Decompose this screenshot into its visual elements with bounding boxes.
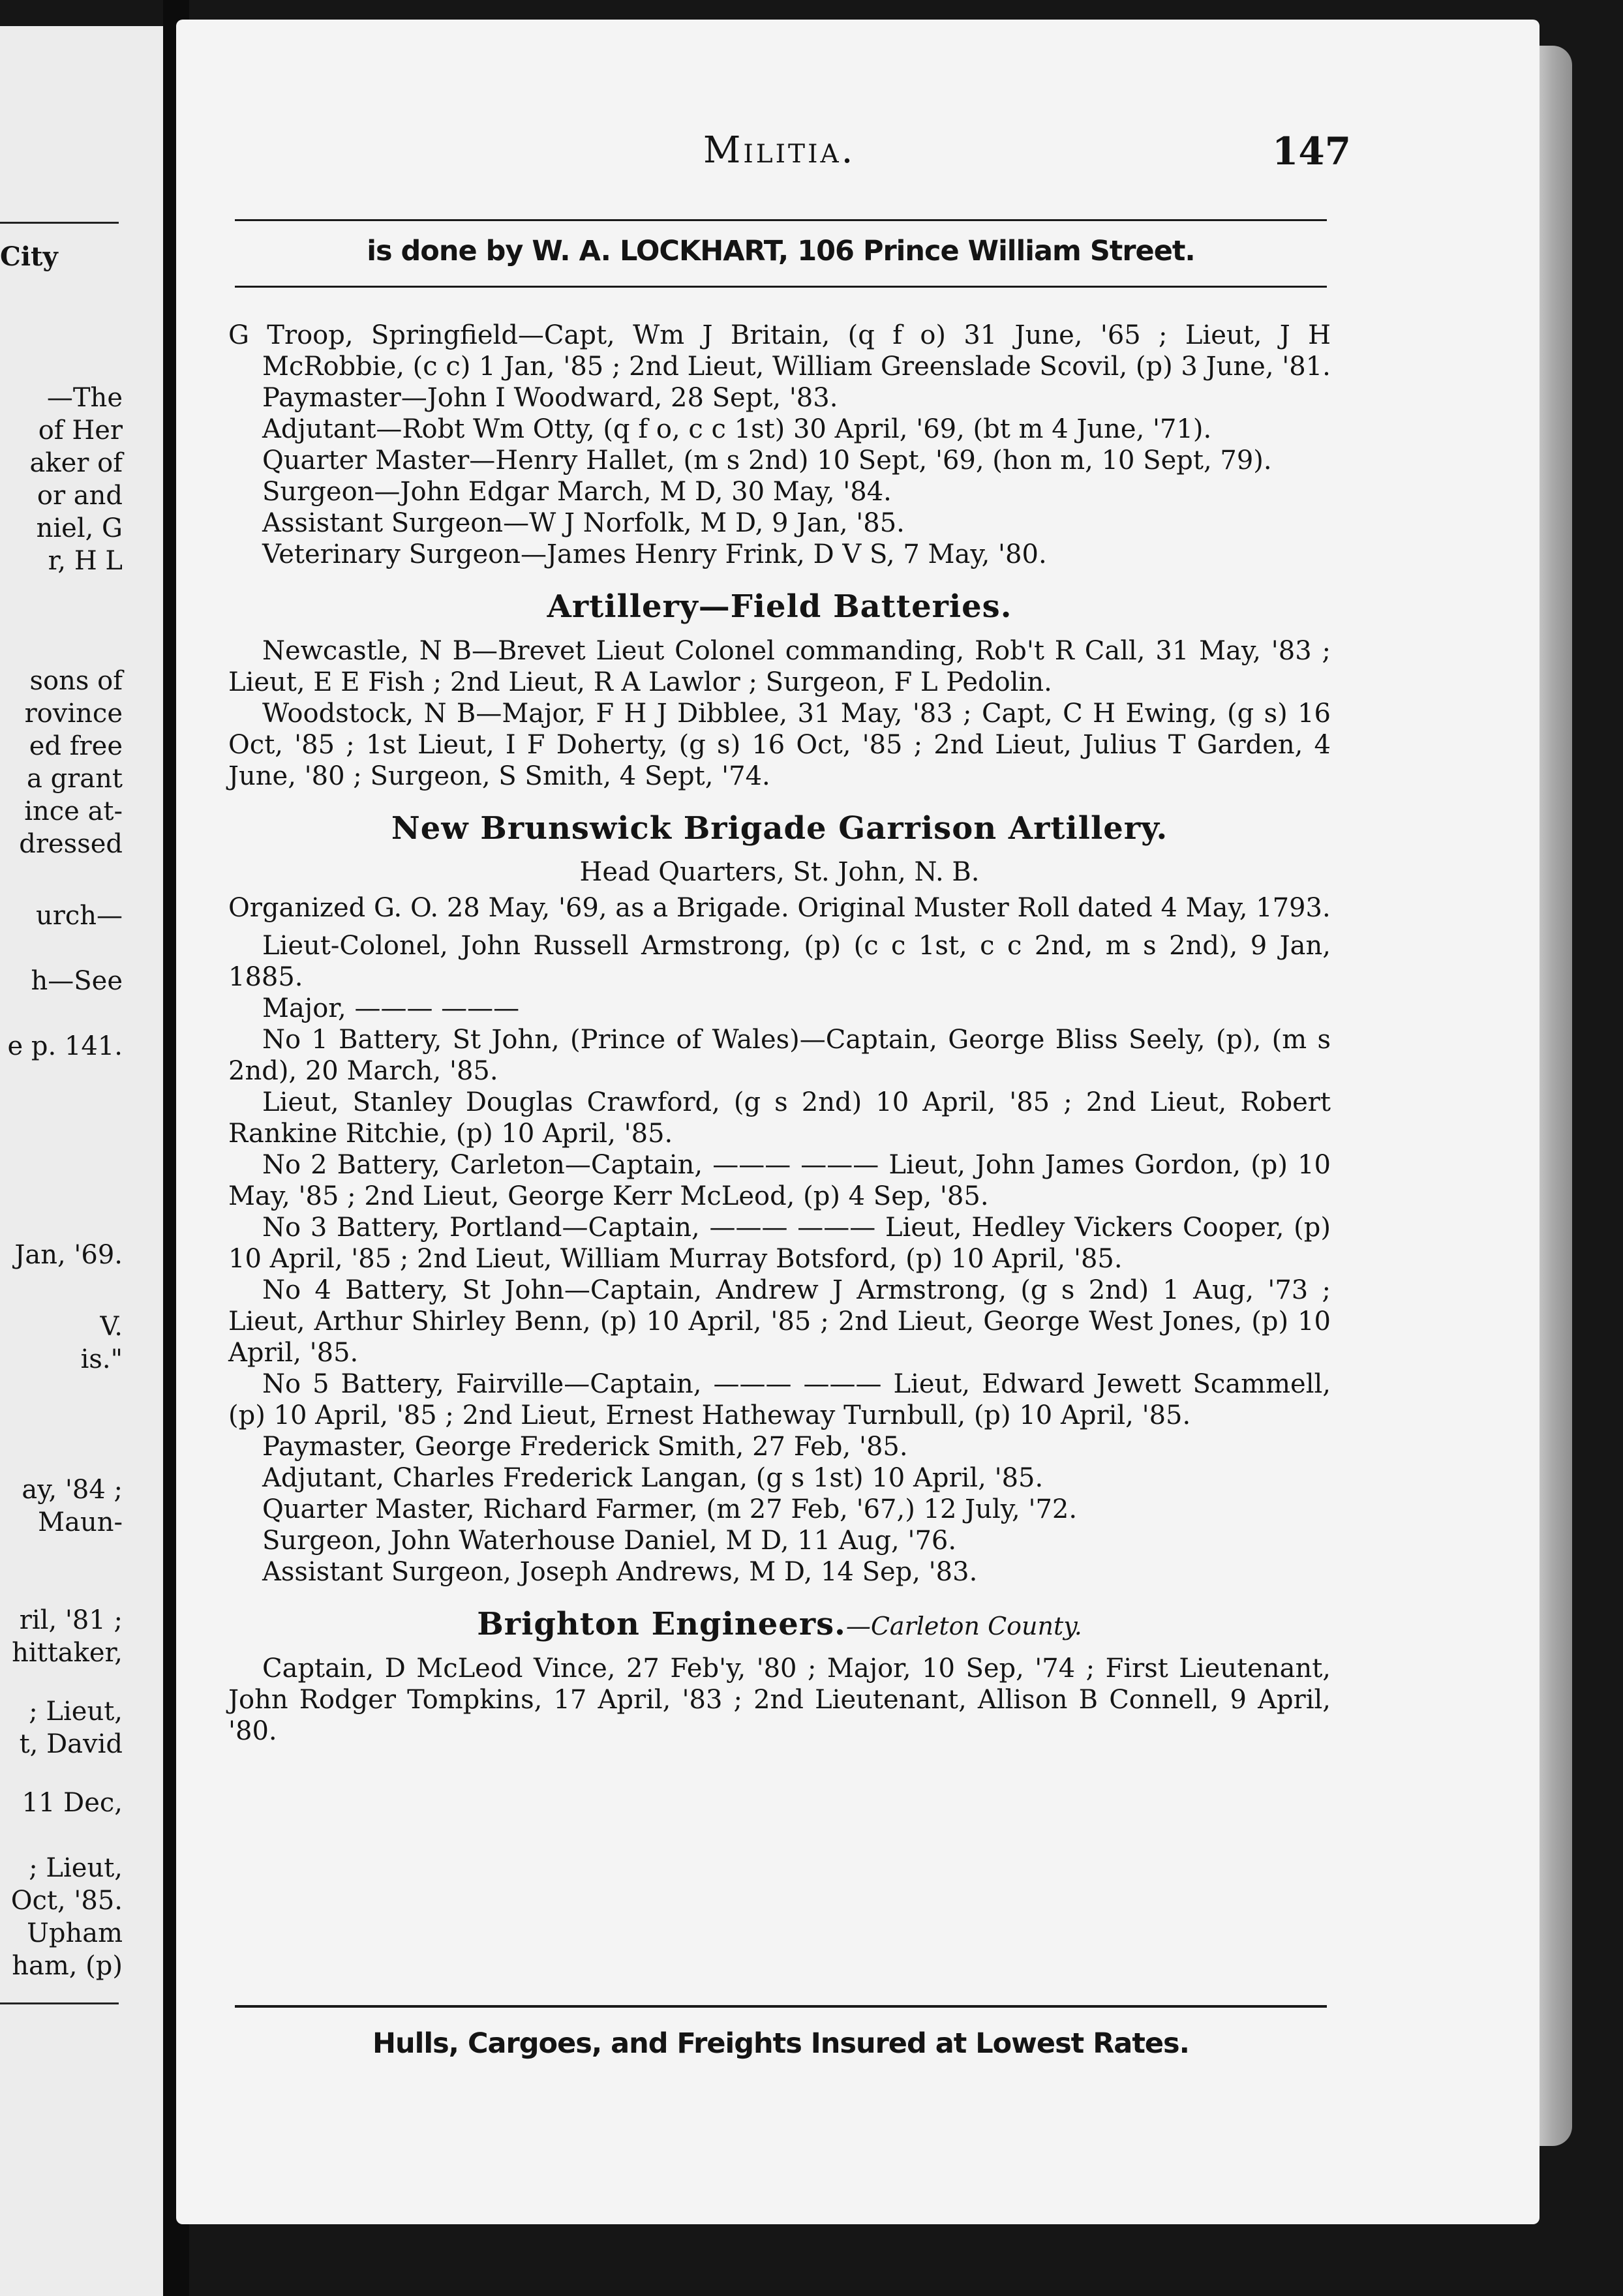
left-page-fragment: ril, '81 ; bbox=[19, 1605, 123, 1635]
page-number: 147 bbox=[1272, 129, 1352, 174]
left-page-fragment: hittaker, bbox=[12, 1638, 123, 1668]
garrison-staff-item: Paymaster, George Frederick Smith, 27 Feb, '85. bbox=[262, 1432, 908, 1462]
left-page-fragment: is." bbox=[80, 1344, 123, 1374]
left-page-fragment: e p. 141. bbox=[7, 1031, 123, 1061]
left-page-fragment: —The bbox=[46, 383, 123, 413]
left-page-fragment: ince at- bbox=[24, 796, 123, 826]
left-page-fragment: rovince bbox=[24, 699, 123, 729]
garrison-entry: No 1 Battery, St John, (Prince of Wales)—Captain, George Bliss Seely, (p), (m s 2nd), 20 March, '85. bbox=[228, 1025, 1331, 1086]
left-page-fragment: Jan, '69. bbox=[14, 1240, 123, 1270]
garrison-entry: No 4 Battery, St John—Captain, Andrew J Armstrong, (g s 2nd) 1 Aug, '73 ; Lieut, Arthur Shirley Benn, (p) 10 April, '85 ; 2nd Lieut, George West Jones, (p) 10 April, '85. bbox=[228, 1275, 1331, 1368]
left-page-fragment: a grant bbox=[27, 764, 123, 794]
top-advert-banner: is done by W. A. LOCKHART, 106 Prince William Street. bbox=[367, 235, 1195, 267]
engineers-heading bbox=[228, 1606, 1331, 1642]
garrison-entry: No 3 Battery, Portland—Captain, ——— ——— Lieut, Hedley Vickers Cooper, (p) 10 April, '85 ; 2nd Lieut, William Murray Botsford, (p) 10 April, '85. bbox=[228, 1213, 1331, 1274]
garrison-entry: Lieut-Colonel, John Russell Armstrong, (p) (c c 1st, c c 2nd, m s 2nd), 9 Jan, 1885. bbox=[228, 931, 1331, 992]
top-rule-lower bbox=[235, 286, 1327, 288]
garrison-organized-note: Organized G. O. 28 May, '69, as a Brigade. Original Muster Roll dated 4 May, 1793. bbox=[228, 893, 1331, 923]
left-page-fragment: ; Lieut, bbox=[29, 1853, 123, 1883]
left-page-fragment: of Her bbox=[38, 415, 123, 446]
left-page-fragment: aker of bbox=[29, 448, 123, 478]
cavalry-staff-item: Surgeon—John Edgar March, M D, 30 May, '84. bbox=[262, 477, 892, 507]
top-rule-upper bbox=[235, 219, 1327, 221]
left-page-fragment: ham, (p) bbox=[12, 1951, 123, 1981]
left-page-fragment: City bbox=[0, 241, 58, 272]
garrison-staff-item: Quarter Master, Richard Farmer, (m 27 Feb, '67,) 12 July, '72. bbox=[262, 1494, 1078, 1524]
engineers-entry: Captain, D McLeod Vince, 27 Feb'y, '80 ; Major, 10 Sep, '74 ; First Lieutenant, John Rodger Tompkins, 17 April, '83 ; 2nd Lieutenant, Allison B Connell, 9 April, '80. bbox=[228, 1654, 1331, 1746]
running-title: Militia. bbox=[703, 129, 856, 172]
engineers-heading-county: —Carleton County. bbox=[845, 1612, 1082, 1640]
left-page-fragment: V. bbox=[100, 1312, 123, 1342]
cavalry-staff-item: Paymaster—John I Woodward, 28 Sept, '83. bbox=[262, 383, 838, 413]
garrison-entry: No 5 Battery, Fairville—Captain, ——— ——— Lieut, Edward Jewett Scammell, (p) 10 April, '85 ; 2nd Lieut, Ernest Hatheway Turnbull, (p) 10 April, '85. bbox=[228, 1369, 1331, 1430]
left-page-fragment: 11 Dec, bbox=[22, 1788, 123, 1818]
left-page-rule bbox=[0, 222, 119, 224]
cavalry-troop-entry: G Troop, Springfield—Capt, Wm J Britain, (q f o) 31 June, '65 ; Lieut, J H McRobbie, (c c) 1 Jan, '85 ; 2nd Lieut, William Greenslade Scovil, (p) 3 June, '81. bbox=[228, 320, 1331, 382]
garrison-staff-item: Assistant Surgeon, Joseph Andrews, M D, 14 Sep, '83. bbox=[262, 1557, 978, 1587]
left-page-fragment: h—See bbox=[31, 966, 123, 996]
page-content bbox=[228, 320, 1331, 1747]
field-battery-entry: Woodstock, N B—Major, F H J Dibblee, 31 May, '83 ; Capt, C H Ewing, (g s) 16 Oct, '85 ; 1st Lieut, I F Doherty, (g s) 16 Oct, '85 ; 2nd Lieut, Julius T Garden, 4 June, '80 ; Surgeon, S Smith, 4 Sept, '74. bbox=[228, 699, 1331, 791]
left-page-fragment: ed free bbox=[29, 731, 123, 761]
cavalry-staff-item: Adjutant—Robt Wm Otty, (q f o, c c 1st) 30 April, '69, (bt m 4 June, '71). bbox=[262, 414, 1212, 444]
garrison-staff-item: Adjutant, Charles Frederick Langan, (g s 1st) 10 April, '85. bbox=[262, 1463, 1044, 1493]
left-page-fragment: dressed bbox=[19, 829, 123, 859]
left-page-fragment: urch— bbox=[35, 901, 123, 931]
garrison-staff-item: Surgeon, John Waterhouse Daniel, M D, 11 Aug, '76. bbox=[262, 1526, 957, 1556]
left-page-fragment: t, David bbox=[19, 1729, 123, 1759]
left-page-fragment: Upham bbox=[27, 1918, 123, 1948]
left-page-fragment: niel, G bbox=[36, 513, 123, 543]
left-page-fragment: r, H L bbox=[48, 546, 123, 576]
right-page bbox=[176, 20, 1540, 2224]
garrison-entry: Lieut, Stanley Douglas Crawford, (g s 2nd) 10 April, '85 ; 2nd Lieut, Robert Rankine Ritchie, (p) 10 April, '85. bbox=[228, 1087, 1331, 1149]
left-page-fragment: or and bbox=[37, 481, 123, 511]
garrison-headquarters: Head Quarters, St. John, N. B. bbox=[579, 857, 980, 887]
left-facing-page bbox=[0, 26, 163, 2296]
bottom-advert-banner: Hulls, Cargoes, and Freights Insured at Lowest Rates. bbox=[372, 2027, 1189, 2060]
cavalry-staff-item: Quarter Master—Henry Hallet, (m s 2nd) 10 Sept, '69, (hon m, 10 Sept, 79). bbox=[262, 446, 1272, 476]
left-page-fragment: Maun- bbox=[38, 1507, 123, 1537]
left-page-fragment: sons of bbox=[29, 666, 123, 696]
left-page-fragment: Oct, '85. bbox=[10, 1886, 123, 1916]
garrison-staff-list bbox=[228, 1431, 1331, 1588]
field-batteries-heading: Artillery—Field Batteries. bbox=[547, 588, 1012, 625]
field-battery-entry: Newcastle, N B—Brevet Lieut Colonel commanding, Rob't R Call, 31 May, '83 ; Lieut, E E Fish ; 2nd Lieut, R A Lawlor ; Surgeon, F L Pedolin. bbox=[228, 636, 1331, 697]
cavalry-staff-list bbox=[228, 382, 1331, 570]
garrison-entry: No 2 Battery, Carleton—Captain, ——— ——— Lieut, John James Gordon, (p) 10 May, '85 ; 2nd Lieut, George Kerr McLeod, (p) 4 Sep, '85. bbox=[228, 1150, 1331, 1211]
left-page-fragment: ; Lieut, bbox=[29, 1697, 123, 1727]
garrison-entry: Major, ——— ——— bbox=[262, 993, 520, 1023]
left-page-fragment: ay, '84 ; bbox=[22, 1475, 123, 1505]
engineers-heading-title: Brighton Engineers. bbox=[477, 1606, 846, 1642]
bottom-rule bbox=[235, 2005, 1327, 2008]
cavalry-staff-item: Veterinary Surgeon—James Henry Frink, D V S, 7 May, '80. bbox=[262, 539, 1047, 569]
cavalry-staff-item: Assistant Surgeon—W J Norfolk, M D, 9 Jan, '85. bbox=[262, 508, 905, 538]
garrison-artillery-heading: New Brunswick Brigade Garrison Artillery. bbox=[391, 810, 1168, 847]
left-page-rule-bottom bbox=[0, 2002, 119, 2004]
